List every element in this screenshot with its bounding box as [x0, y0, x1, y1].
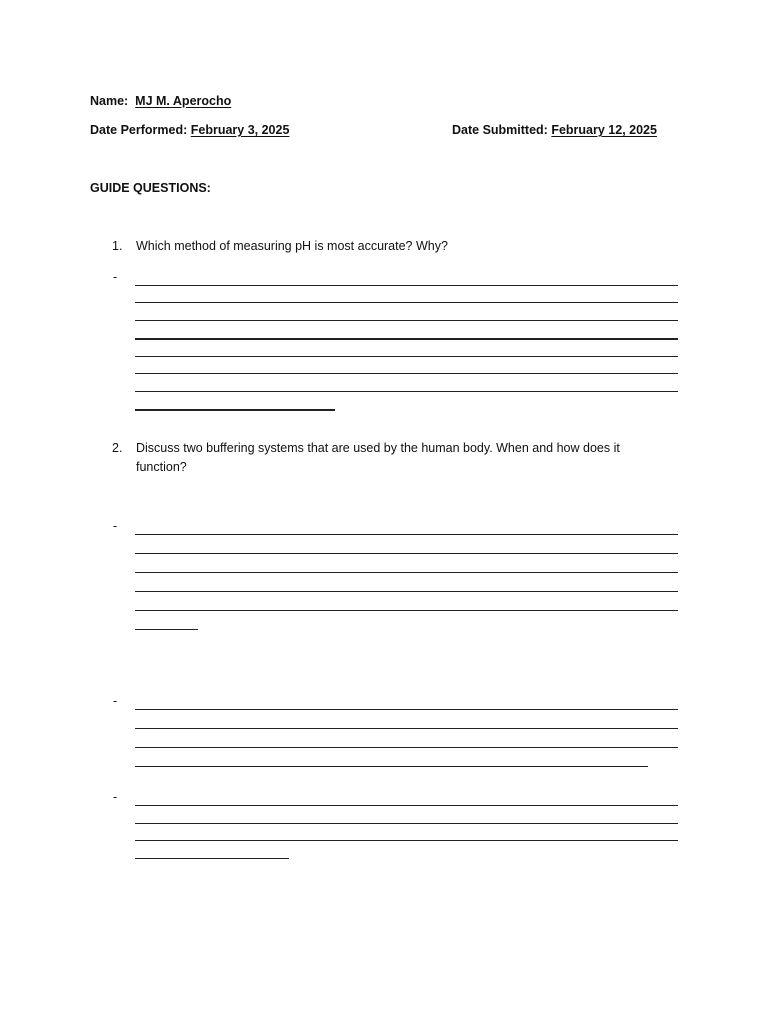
answer-line[interactable] — [135, 553, 678, 554]
answer-line[interactable] — [135, 409, 335, 411]
answer-line[interactable] — [135, 823, 678, 824]
date-submitted-value: February 12, 2025 — [551, 123, 657, 137]
name-value: MJ M. Aperocho — [135, 94, 232, 108]
answer-line[interactable] — [135, 747, 678, 748]
date-submitted-label: Date Submitted: — [452, 123, 548, 137]
answer-line[interactable] — [135, 766, 648, 767]
date-performed-label: Date Performed: — [90, 123, 188, 137]
question-2-text: Discuss two buffering systems that are used by the human body. When and how does it function? — [136, 441, 620, 474]
date-performed-value: February 3, 2025 — [190, 123, 290, 137]
answer-line[interactable] — [135, 591, 678, 592]
answer-marker: - — [113, 519, 118, 533]
answer-line[interactable] — [135, 338, 678, 340]
answer-line[interactable] — [135, 709, 678, 710]
date-performed-row — [90, 123, 289, 137]
answer-line[interactable] — [135, 285, 678, 286]
answer-line[interactable] — [135, 805, 678, 806]
answer-marker: - — [113, 790, 118, 804]
answer-marker: - — [113, 270, 118, 284]
answer-line[interactable] — [135, 373, 678, 374]
answer-line[interactable] — [135, 728, 678, 729]
question-1-number: 1. — [112, 239, 123, 253]
question-1-text: Which method of measuring pH is most accurate? Why? — [136, 239, 448, 253]
name-row — [90, 94, 231, 108]
guide-questions-heading: GUIDE QUESTIONS: — [90, 181, 211, 195]
name-label: Name: — [90, 94, 129, 108]
answer-line[interactable] — [135, 356, 678, 357]
answer-line[interactable] — [135, 840, 678, 841]
answer-line[interactable] — [135, 534, 678, 535]
answer-line[interactable] — [135, 391, 678, 392]
answer-line[interactable] — [135, 610, 678, 611]
answer-line[interactable] — [135, 320, 678, 321]
answer-line[interactable] — [135, 629, 198, 630]
answer-line[interactable] — [135, 572, 678, 573]
answer-line[interactable] — [135, 858, 289, 859]
answer-line[interactable] — [135, 302, 678, 303]
question-2-number: 2. — [112, 441, 123, 455]
answer-marker: - — [113, 694, 118, 708]
date-submitted-row — [452, 123, 657, 137]
